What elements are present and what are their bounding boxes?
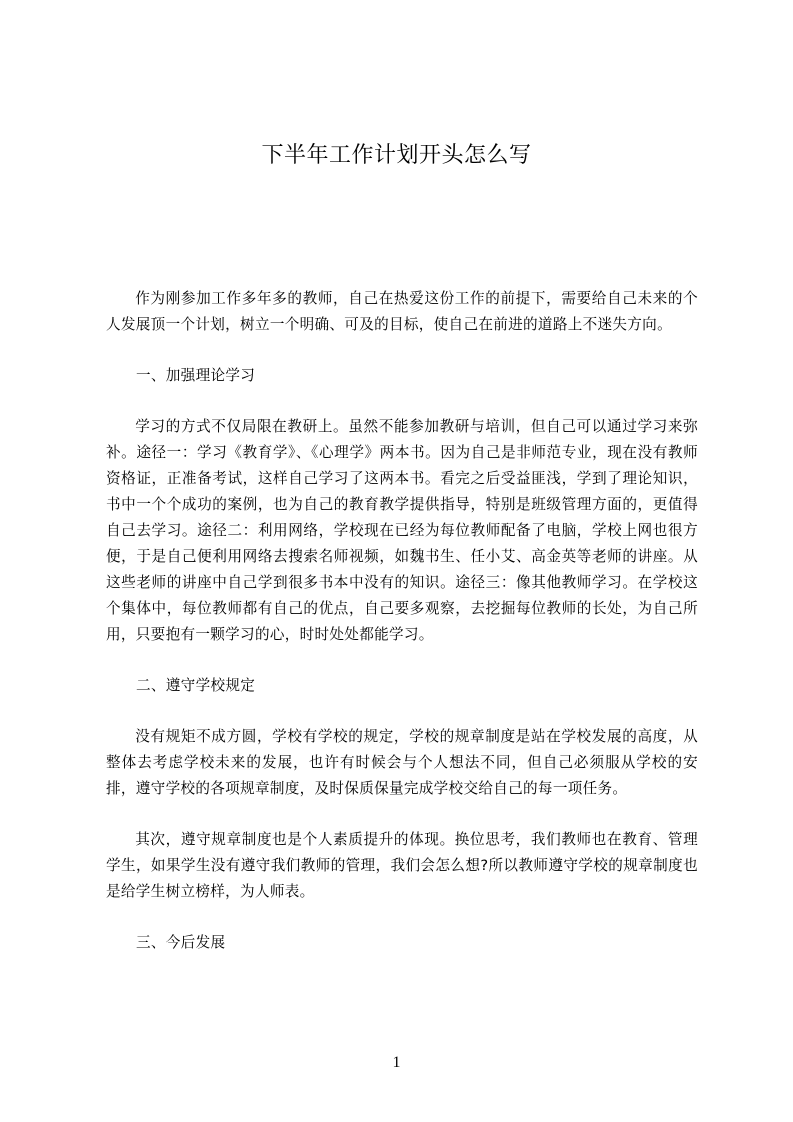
section-2-paragraph-2: 其次，遵守规章制度也是个人素质提升的体现。换位思考，我们教师也在教育、管理学生，如果学生没有遵守我们教师的管理，我们会怎么想?所以教师遵守学校的规章制度也是给学生树立榜样，为人师表。: [106, 831, 698, 900]
section-heading-2: 二、遵守学校规定: [136, 677, 256, 694]
section-2-paragraph-1: 没有规矩不成方圆，学校有学校的规定，学校的规章制度是站在学校发展的高度，从整体去考虑学校未来的发展，也许有时候会与个人想法不同，但自己必须服从学校的安排，遵守学校的各项规章制度，及时保质保量完成学校交给自己的每一项任务。: [106, 728, 698, 797]
section-1-paragraph: 学习的方式不仅局限在教研上。虽然不能参加教研与培训，但自己可以通过学习来弥补。途径一：学习《教育学》、《心理学》两本书。因为自己是非师范专业，现在没有教师资格证，正准备考试，这样自己学习了这两本书。看完之后受益匪浅，学到了理论知识，书中一个个成功的案例，也为自己的教育教学提供指导，特别是班级管理方面的，更值得自己去学习。途径二：利用网络，学校现在已经为每位教师配备了电脑，学校上网也很方便，于是自己便利用网络去搜索名师视频，如魏书生、任小艾、高金英等老师的讲座。从这些老师的讲座中自己学到很多书本中没有的知识。途径三：像其他教师学习。在学校这个集体中，每位教师都有自己的优点，自己要多观察，去挖掘每位教师的长处，为自己所用，只要抱有一颗学习的心，时时处处都能学习。: [106, 418, 698, 643]
intro-paragraph: 作为刚参加工作多年多的教师，自己在热爱这份工作的前提下，需要给自己未来的个人发展顶一个计划，树立一个明确、可及的目标，使自己在前进的道路上不迷失方向。: [106, 290, 698, 333]
page-number: 1: [392, 1054, 401, 1071]
section-heading-3: 三、今后发展: [136, 934, 226, 951]
document-title: 下半年工作计划开头怎么写: [261, 143, 532, 168]
section-heading-1: 一、加强理论学习: [136, 367, 256, 384]
document-body: [106, 286, 698, 981]
